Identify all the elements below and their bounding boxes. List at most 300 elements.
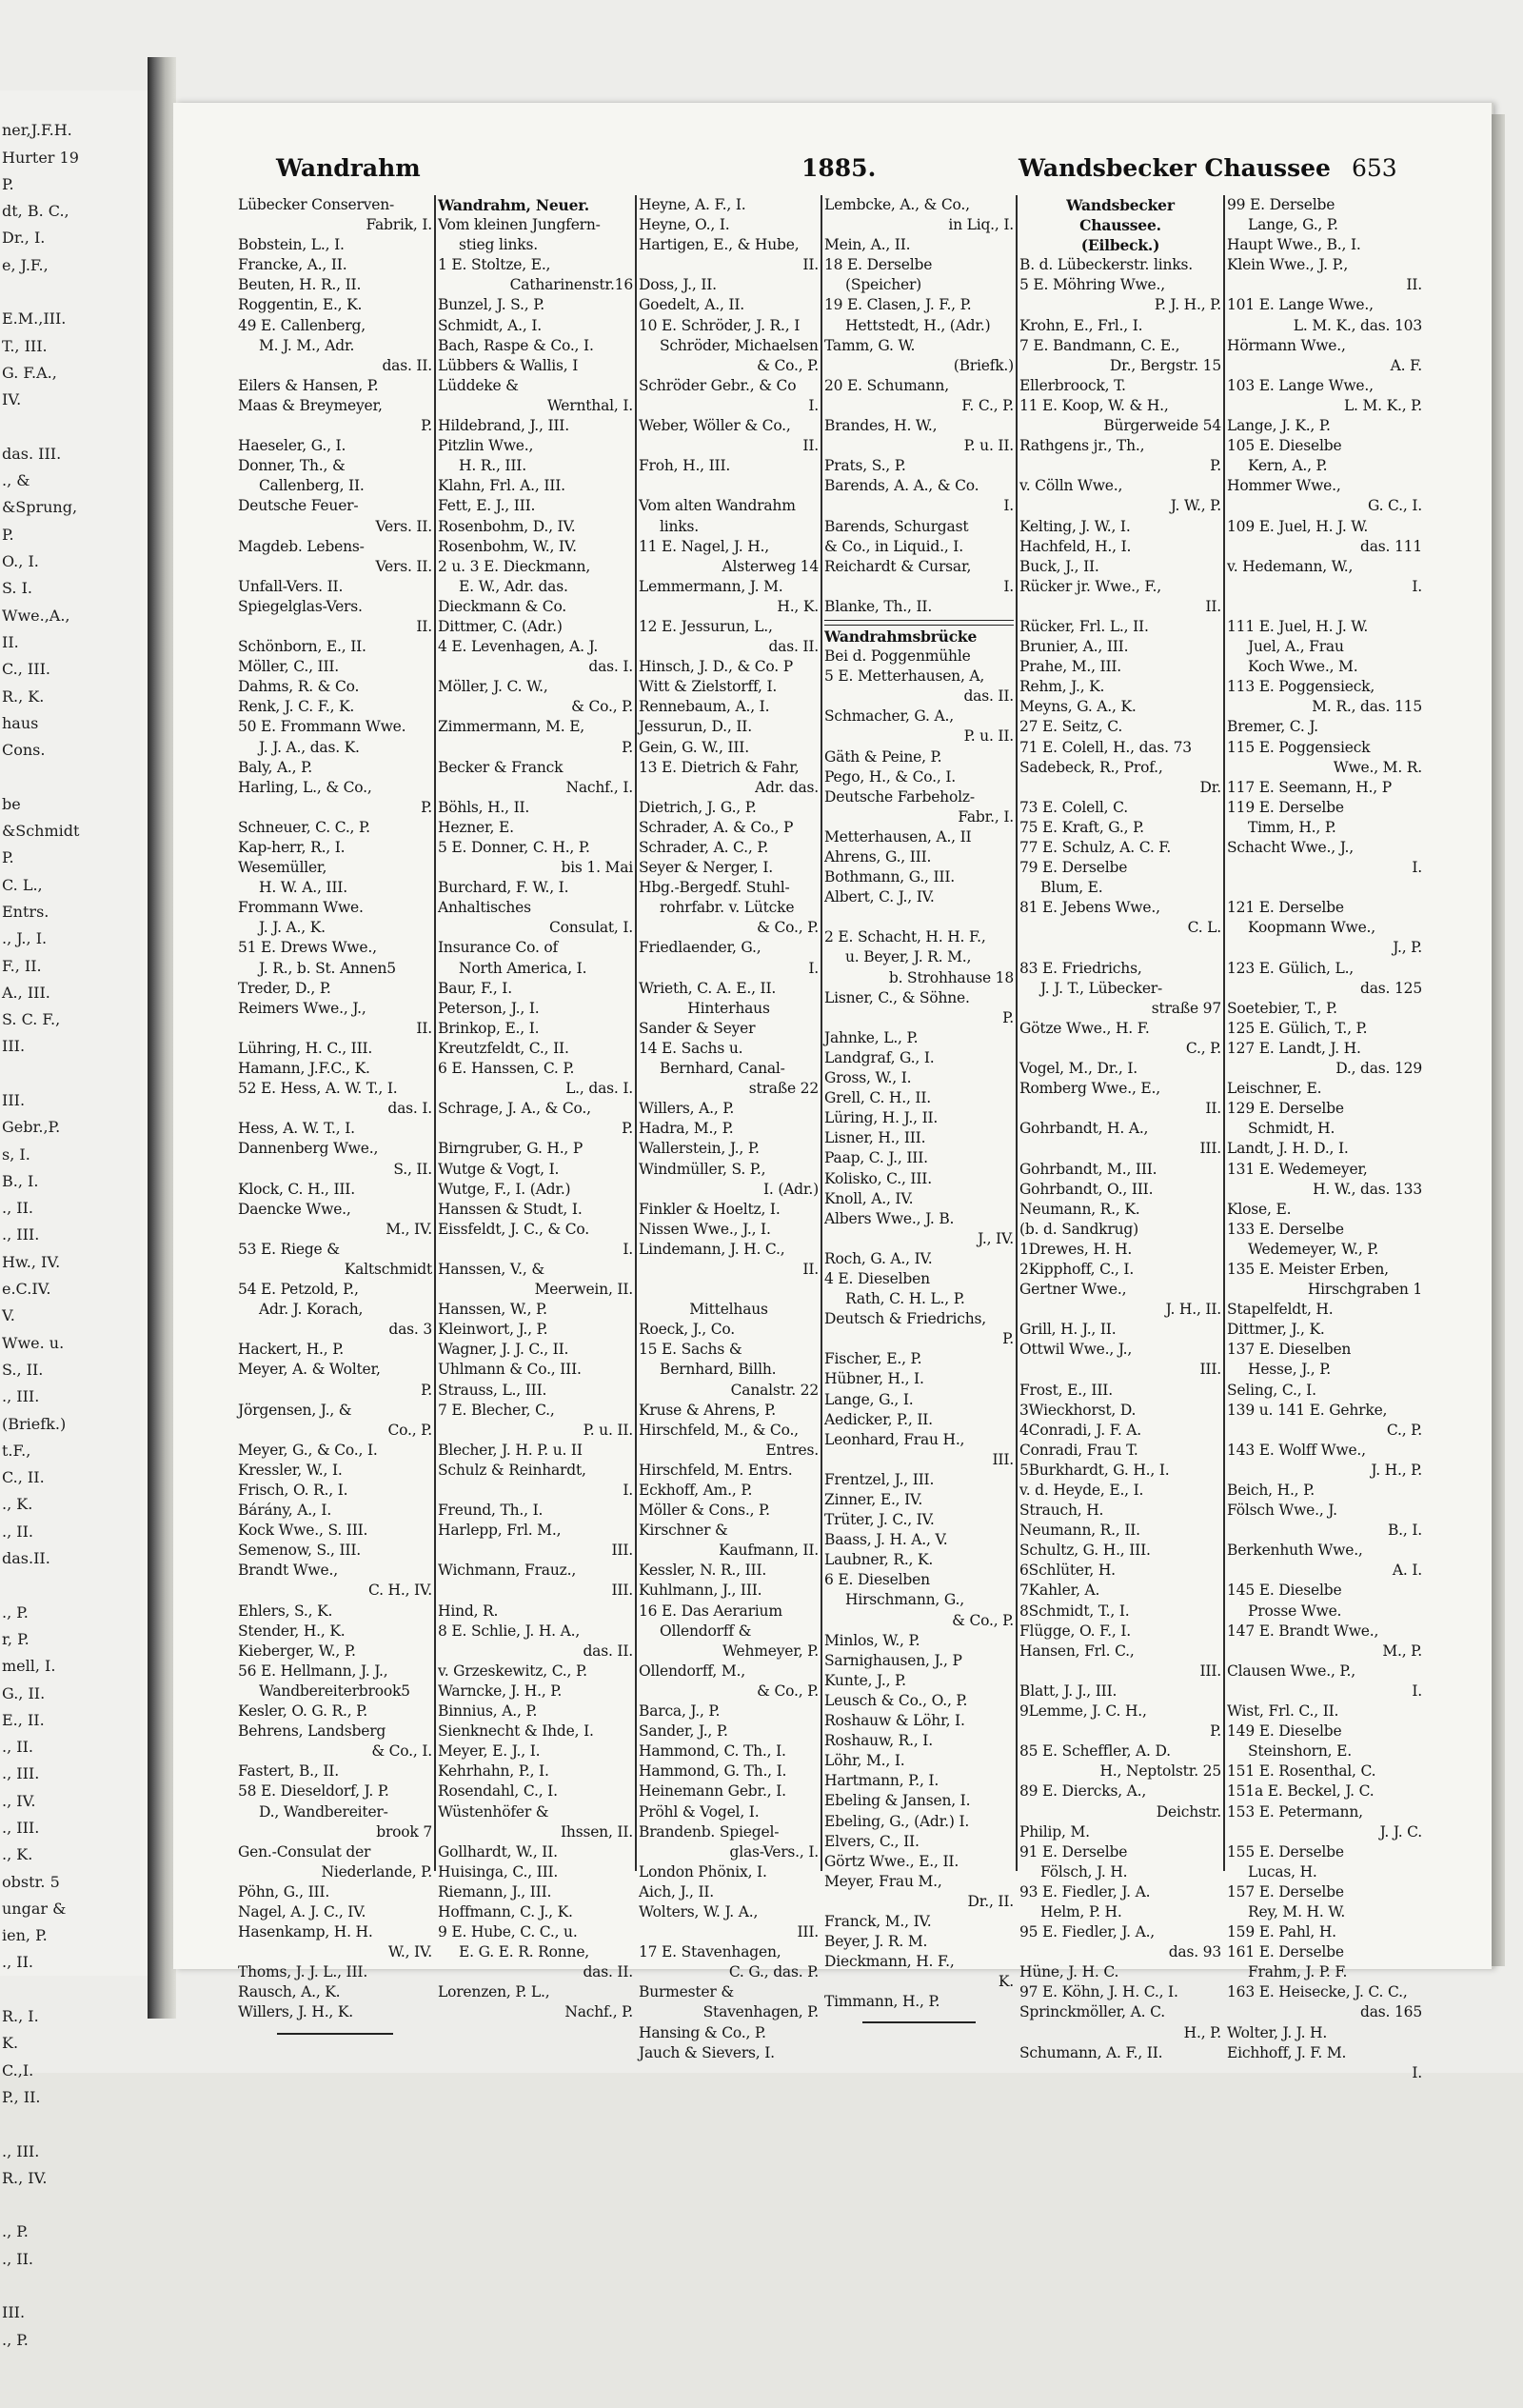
left-page-line: ien, P. bbox=[2, 1926, 48, 1945]
directory-entry: Ollendorff, M., bbox=[639, 1662, 745, 1680]
directory-entry: Seling, C., I. bbox=[1227, 1381, 1316, 1399]
left-page-line: G. F.A., bbox=[2, 363, 57, 382]
directory-entry: Klahn, Frl. A., III. bbox=[438, 477, 565, 495]
directory-entry: 15 E. Sachs & bbox=[639, 1341, 742, 1359]
directory-entry: Lübbers & Wallis, I bbox=[438, 356, 579, 374]
directory-entry: I. bbox=[1412, 1682, 1422, 1700]
directory-entry: Clausen Wwe., P., bbox=[1227, 1662, 1355, 1680]
directory-entry: v. Hedemann, W., bbox=[1227, 557, 1354, 575]
directory-entry: D., das. 129 bbox=[1335, 1060, 1422, 1078]
left-page-line bbox=[0, 414, 148, 441]
directory-entry: straße 22 bbox=[748, 1080, 819, 1098]
directory-entry: Wedemeyer, W., P. bbox=[1248, 1240, 1379, 1258]
directory-entry: Bei d. Poggenmühle bbox=[824, 647, 971, 666]
directory-entry: I. bbox=[1412, 859, 1422, 877]
directory-entry: Fölsch Wwe., J. bbox=[1227, 1502, 1337, 1520]
directory-entry bbox=[1227, 878, 1422, 898]
directory-entry: 53 E. Riege & bbox=[238, 1240, 340, 1258]
directory-entry: das. II. bbox=[768, 638, 819, 656]
directory-entry: Co., P. bbox=[387, 1421, 432, 1439]
directory-entry: Insurance Co. of bbox=[438, 939, 559, 957]
directory-entry: Rücker, Frl. L., II. bbox=[1019, 617, 1149, 635]
directory-entry: 119 E. Derselbe bbox=[1227, 798, 1344, 816]
directory-entry: Frost, E., III. bbox=[1019, 1381, 1113, 1399]
directory-entry: Eilers & Hansen, P. bbox=[238, 376, 379, 394]
directory-entry: Weber, Wöller & Co., bbox=[639, 417, 791, 435]
directory-entry: Kesler, O. G. R., P. bbox=[238, 1702, 367, 1721]
directory-entry: Canalstr. 22 bbox=[730, 1381, 819, 1399]
directory-entry: Fabr., I. bbox=[958, 807, 1014, 826]
directory-entry: 81 E. Jebens Wwe., bbox=[1019, 899, 1160, 917]
directory-entry: Sienknecht & Ihde, I. bbox=[438, 1722, 594, 1741]
directory-entry: Kleinwort, J., P. bbox=[438, 1321, 548, 1339]
directory-entry: 163 E. Heisecke, J. C. C., bbox=[1227, 1983, 1408, 2001]
directory-entry: 75 E. Kraft, G., P. bbox=[1019, 818, 1144, 836]
column-divider bbox=[434, 195, 436, 1871]
directory-entry: brook 7 bbox=[376, 1822, 432, 1841]
directory-entry: Görtz Wwe., E., II. bbox=[824, 1852, 959, 1870]
left-page-line: ., III. bbox=[2, 1764, 40, 1783]
directory-entry: das. II. bbox=[963, 687, 1014, 706]
directory-entry: & Co., in Liquid., I. bbox=[824, 537, 963, 555]
directory-entry: 2Kipphoff, C., I. bbox=[1019, 1260, 1135, 1278]
directory-entry: Leonhard, Frau H., bbox=[824, 1430, 965, 1448]
left-page-line: Gebr.,P. bbox=[2, 1118, 61, 1137]
directory-entry: Strauch, H. bbox=[1019, 1502, 1104, 1520]
directory-entry: Brandt Wwe., bbox=[238, 1562, 338, 1580]
directory-entry: 52 E. Hess, A. W. T., I. bbox=[238, 1080, 398, 1098]
directory-entry: 5Burkhardt, G. H., I. bbox=[1019, 1461, 1170, 1479]
directory-entry: 131 E. Wedemeyer, bbox=[1227, 1160, 1368, 1178]
directory-entry: Hartmann, P., I. bbox=[824, 1772, 940, 1790]
left-page-line: ., IV. bbox=[2, 1791, 36, 1810]
left-page-line: R., IV. bbox=[2, 2168, 48, 2187]
directory-entry: Jauch & Sievers, I. bbox=[639, 2043, 775, 2061]
directory-entry: Gohrbandt, O., III. bbox=[1019, 1180, 1154, 1198]
directory-entry: 58 E. Dieseldorf, J. P. bbox=[238, 1782, 389, 1801]
left-page-line: III. bbox=[2, 2303, 26, 2322]
directory-entry: Fabrik, I. bbox=[366, 216, 432, 234]
directory-entry: Trüter, J. C., IV. bbox=[824, 1511, 935, 1529]
directory-entry: 129 E. Derselbe bbox=[1227, 1100, 1344, 1118]
directory-entry: 7Kahler, A. bbox=[1019, 1582, 1100, 1600]
directory-entry: P. bbox=[1002, 1008, 1014, 1026]
directory-entry: Huisinga, C., III. bbox=[438, 1862, 559, 1881]
directory-entry: Meyer, A. & Wolter, bbox=[238, 1361, 381, 1379]
directory-entry: 109 E. Juel, H. J. W. bbox=[1227, 517, 1369, 535]
directory-entry: P. J. H., P. bbox=[1154, 296, 1221, 314]
page-edge bbox=[1492, 114, 1505, 1966]
directory-entry: 91 E. Derselbe bbox=[1019, 1842, 1128, 1861]
directory-entry: I. bbox=[1412, 577, 1422, 595]
directory-entry: Mein, A., II. bbox=[824, 236, 911, 254]
directory-entry: I. bbox=[808, 959, 819, 977]
directory-entry: 6 E. Dieselben bbox=[824, 1571, 930, 1589]
directory-entry: Wesemüller, bbox=[238, 859, 327, 877]
directory-entry: Buck, J., II. bbox=[1019, 557, 1099, 575]
directory-entry: Heyne, A. F., I. bbox=[639, 196, 746, 213]
directory-entry: Lüring, H. J., II. bbox=[824, 1109, 939, 1127]
directory-entry: Romberg Wwe., E., bbox=[1019, 1080, 1160, 1098]
directory-entry: Hamann, J.F.C., K. bbox=[238, 1060, 370, 1078]
left-page-line: ., P. bbox=[2, 2330, 29, 2349]
directory-entry: Hasenkamp, H. H. bbox=[238, 1923, 373, 1941]
directory-entry: P. bbox=[1210, 457, 1221, 475]
directory-entry: 9Lemme, J. C. H., bbox=[1019, 1702, 1147, 1721]
directory-entry: II. bbox=[416, 1019, 432, 1037]
left-page-line bbox=[0, 2111, 148, 2138]
directory-entry: Lübecker Conserven- bbox=[238, 196, 395, 213]
directory-entry: Bach, Raspe & Co., I. bbox=[438, 336, 594, 354]
directory-entry: Semenow, S., III. bbox=[238, 1542, 362, 1560]
left-page-line: e, J.F., bbox=[2, 255, 49, 274]
directory-entry: 49 E. Callenberg, bbox=[238, 316, 366, 334]
directory-entry: Spiegelglas-Vers. bbox=[238, 597, 363, 615]
directory-entry: M. R., das. 115 bbox=[1312, 698, 1422, 716]
left-page-line: K. bbox=[2, 2034, 19, 2053]
directory-entry: Vom alten Wandrahm bbox=[639, 497, 796, 515]
directory-entry: Adr. das. bbox=[755, 778, 819, 796]
directory-entry: Hammond, G. Th., I. bbox=[639, 1762, 787, 1781]
directory-entry: J. W., P. bbox=[1170, 497, 1221, 515]
directory-entry: Böhls, H., II. bbox=[438, 798, 530, 816]
directory-entry: 16 E. Das Aerarium bbox=[639, 1602, 782, 1620]
directory-entry: Hbg.-Bergedf. Stuhl- bbox=[639, 879, 790, 897]
directory-entry: 149 E. Dieselbe bbox=[1227, 1722, 1342, 1741]
directory-entry: 153 E. Petermann, bbox=[1227, 1802, 1363, 1821]
directory-entry: glas-Vers., I. bbox=[729, 1842, 819, 1861]
left-page-line: P., II. bbox=[2, 2087, 41, 2106]
directory-entry: Philip, M. bbox=[1019, 1822, 1090, 1841]
directory-entry: Vers. II. bbox=[375, 517, 432, 535]
directory-entry: 10 E. Schröder, J. R., I bbox=[639, 316, 801, 334]
directory-entry: III. bbox=[797, 1923, 819, 1941]
directory-entry: Froh, H., III. bbox=[639, 457, 731, 475]
directory-entry: Windmüller, S. P., bbox=[639, 1160, 766, 1178]
column-divider bbox=[635, 195, 637, 1871]
left-page-line: ., & bbox=[2, 471, 30, 490]
directory-entry: Mittelhaus bbox=[689, 1301, 768, 1319]
directory-entry: Timm, H., P. bbox=[1248, 818, 1336, 836]
directory-entry: Hansing & Co., P. bbox=[639, 2023, 766, 2041]
directory-entry: 3Wieckhorst, D. bbox=[1019, 1401, 1137, 1419]
directory-entry: 51 E. Drews Wwe., bbox=[238, 939, 377, 957]
left-page-line: ., II. bbox=[2, 1522, 33, 1541]
directory-entry bbox=[238, 2023, 432, 2043]
directory-entry: K. bbox=[998, 1973, 1014, 1991]
left-page-line: ., P. bbox=[2, 2222, 29, 2241]
directory-entry: Adr. J. Korach, bbox=[259, 1301, 364, 1319]
directory-entry: I. bbox=[623, 1240, 633, 1258]
directory-entry: Schrader, A. C., P. bbox=[639, 839, 769, 856]
directory-entry: Peterson, J., I. bbox=[438, 999, 540, 1017]
directory-entry: Aich, J., II. bbox=[639, 1882, 715, 1901]
directory-entry: 99 E. Derselbe bbox=[1227, 196, 1335, 213]
directory-entry: Pröhl & Vogel, I. bbox=[639, 1802, 760, 1821]
directory-entry: Paap, C. J., III. bbox=[824, 1149, 928, 1167]
directory-entry: straße 97 bbox=[1151, 999, 1221, 1017]
header-year: 1885. bbox=[801, 154, 877, 182]
directory-entry: 7 E. Blecher, C., bbox=[438, 1401, 555, 1419]
directory-entry: Beich, H., P. bbox=[1227, 1482, 1315, 1499]
directory-entry: Schumann, A. F., II. bbox=[1019, 2043, 1163, 2061]
directory-entry: Hirschmann, G., bbox=[845, 1591, 964, 1609]
left-page-line: ., K. bbox=[2, 1495, 33, 1514]
directory-entry: Minlos, W., P. bbox=[824, 1631, 920, 1649]
directory-entry: Alsterweg 14 bbox=[722, 557, 819, 575]
directory-entry: Schrage, J. A., & Co., bbox=[438, 1100, 591, 1118]
directory-entry: Hanssen, W., P. bbox=[438, 1301, 547, 1319]
column-5 bbox=[1019, 195, 1221, 2061]
directory-entry: 89 E. Diercks, A., bbox=[1019, 1782, 1147, 1801]
directory-entry: Sadebeck, R., Prof., bbox=[1019, 758, 1163, 776]
directory-entry: Frahm, J. P. F. bbox=[1248, 1963, 1348, 1981]
directory-entry: & Co., P. bbox=[952, 1611, 1014, 1629]
directory-entry: Prats, S., P. bbox=[824, 457, 906, 475]
directory-entry: (Speicher) bbox=[845, 276, 922, 294]
directory-entry: Stavenhagen, P. bbox=[702, 2003, 819, 2021]
directory-entry: Finkler & Hoeltz, I. bbox=[639, 1200, 781, 1218]
directory-entry: A. I. bbox=[1392, 1562, 1422, 1580]
directory-entry: 97 E. Köhn, J. H. C., I. bbox=[1019, 1983, 1178, 2001]
directory-entry: Jessurun, D., II. bbox=[639, 718, 752, 736]
directory-entry: Hind, R. bbox=[438, 1602, 499, 1620]
directory-entry: Sander, J., P. bbox=[639, 1722, 728, 1741]
directory-entry: Reichardt & Cursar, bbox=[824, 557, 972, 575]
directory-entry: Hanssen, V., & bbox=[438, 1260, 544, 1278]
directory-entry: Stender, H., K. bbox=[238, 1622, 346, 1640]
directory-entry: C. H., IV. bbox=[368, 1582, 432, 1600]
directory-entry: Rey, M. H. W. bbox=[1248, 1902, 1346, 1920]
directory-entry: III. bbox=[1199, 1662, 1221, 1680]
directory-entry: Hesse, J., P. bbox=[1248, 1361, 1332, 1379]
directory-entry: Götze Wwe., H. F. bbox=[1019, 1019, 1150, 1037]
directory-entry: Möller & Cons., P. bbox=[639, 1502, 770, 1520]
directory-entry: Gein, G. W., III. bbox=[639, 738, 749, 756]
directory-entry: Nagel, A. J. C., IV. bbox=[238, 1902, 366, 1920]
column-divider bbox=[1223, 195, 1225, 1871]
directory-entry: Rosendahl, C., I. bbox=[438, 1782, 558, 1801]
directory-entry: 11 E. Nagel, J. H., bbox=[639, 537, 769, 555]
directory-entry: D., Wandbereiter- bbox=[259, 1802, 388, 1821]
directory-entry: C. G., das. P. bbox=[728, 1963, 819, 1981]
directory-entry: das. 165 bbox=[1360, 2003, 1422, 2021]
directory-entry: Friedlaender, G., bbox=[639, 939, 762, 957]
directory-entry: Kunte, J., P. bbox=[824, 1671, 906, 1689]
directory-entry: H. R., III. bbox=[459, 457, 526, 475]
directory-entry: das. I. bbox=[387, 1100, 432, 1118]
directory-entry: 127 E. Landt, J. H. bbox=[1227, 1039, 1361, 1057]
directory-entry: 85 E. Scheffler, A. D. bbox=[1019, 1742, 1171, 1761]
directory-entry: J. J. A., das. K. bbox=[259, 738, 360, 756]
directory-entry: Gross, W., I. bbox=[824, 1069, 912, 1087]
directory-entry: 13 E. Dietrich & Fahr, bbox=[639, 758, 800, 776]
directory-entry: Baly, A., P. bbox=[238, 758, 312, 776]
directory-entry: P. u. II. bbox=[583, 1421, 633, 1439]
directory-entry: Kruse & Ahrens, P. bbox=[639, 1401, 776, 1419]
directory-entry: Hartigen, E., & Hube, bbox=[639, 236, 800, 254]
directory-entry: H., Neptolstr. 25 bbox=[1099, 1762, 1221, 1781]
directory-entry: 9 E. Hube, C. C., u. bbox=[438, 1923, 578, 1941]
directory-entry: 79 E. Derselbe bbox=[1019, 859, 1128, 877]
directory-entry: b. Strohhause 18 bbox=[888, 968, 1014, 986]
directory-entry: Zimmermann, M. E, bbox=[438, 718, 585, 736]
directory-entry: u. Beyer, J. R. M., bbox=[845, 948, 972, 966]
directory-entry: I. bbox=[1003, 577, 1014, 595]
directory-entry: Kehrhahn, P., I. bbox=[438, 1762, 549, 1781]
directory-entry: Hinsch, J. D., & Co. P bbox=[639, 658, 793, 676]
directory-entry: Prosse Wwe. bbox=[1248, 1602, 1342, 1620]
directory-entry: Fischer, E., P. bbox=[824, 1350, 922, 1368]
directory-entry: Meerwein, II. bbox=[534, 1281, 633, 1299]
directory-entry: Doss, J., II. bbox=[639, 276, 717, 294]
directory-entry: Rosenbohm, D., IV. bbox=[438, 517, 576, 535]
directory-entry: Hezner, E. bbox=[438, 818, 514, 836]
directory-entry: Behrens, Landsberg bbox=[238, 1722, 386, 1741]
directory-entry: Steinshorn, E. bbox=[1248, 1742, 1352, 1761]
directory-entry: 20 E. Schumann, bbox=[824, 376, 949, 394]
directory-entry: Lange, G., P. bbox=[1248, 216, 1338, 234]
directory-entry: Meyer, Frau M., bbox=[824, 1872, 942, 1890]
directory-entry: Renk, J. C. F., K. bbox=[238, 698, 355, 716]
directory-entry: Haeseler, G., I. bbox=[238, 437, 346, 455]
directory-entry: Meyer, G., & Co., I. bbox=[238, 1441, 378, 1459]
page-header bbox=[276, 154, 1399, 192]
directory-entry: III. bbox=[1199, 1140, 1221, 1158]
directory-entry: Hanssen & Studt, I. bbox=[438, 1200, 583, 1218]
directory-entry: 105 E. Dieselbe bbox=[1227, 437, 1342, 455]
directory-entry: Krohn, E., Frl., I. bbox=[1019, 316, 1143, 334]
directory-entry: P. u. II. bbox=[963, 727, 1014, 746]
directory-entry: & Co., P. bbox=[757, 919, 819, 937]
directory-entry: Wandrahm, Neuer. bbox=[438, 196, 589, 214]
directory-entry: Knoll, A., IV. bbox=[824, 1189, 914, 1207]
directory-entry: B., I. bbox=[1387, 1522, 1422, 1540]
page-number: 653 bbox=[1352, 154, 1397, 182]
directory-entry: B. d. Lübeckerstr. links. bbox=[1019, 256, 1193, 274]
directory-entry: Willers, J. H., K. bbox=[238, 2003, 353, 2021]
directory-entry: C., P. bbox=[1185, 1039, 1221, 1057]
directory-entry: das. 125 bbox=[1360, 979, 1422, 997]
directory-entry: Berkenhuth Wwe., bbox=[1227, 1542, 1363, 1560]
directory-entry: 5 E. Donner, C. H., P. bbox=[438, 839, 590, 856]
directory-entry: Entres. bbox=[765, 1441, 819, 1459]
directory-entry: 6 E. Hanssen, C. P. bbox=[438, 1060, 575, 1078]
directory-entry: Dr., II. bbox=[967, 1892, 1014, 1910]
left-page-line: ., III. bbox=[2, 2141, 40, 2160]
directory-entry: 2 E. Schacht, H. H. F., bbox=[824, 928, 986, 946]
left-page-line: B., I. bbox=[2, 1171, 39, 1190]
directory-entry: Schultz, G. H., III. bbox=[1019, 1542, 1151, 1560]
directory-entry bbox=[1227, 597, 1422, 617]
left-page-line: ., P. bbox=[2, 1602, 29, 1622]
directory-entry: 5 E. Metterhausen, A, bbox=[824, 667, 985, 686]
directory-entry: 115 E. Poggensieck bbox=[1227, 738, 1371, 756]
directory-entry: Treder, D., P. bbox=[238, 979, 331, 997]
directory-entry: Lucas, H. bbox=[1248, 1862, 1317, 1881]
directory-entry: Lembcke, A., & Co., bbox=[824, 196, 970, 213]
directory-entry: Pöhn, G., III. bbox=[238, 1882, 330, 1901]
directory-entry: Wolters, W. J. A., bbox=[639, 1902, 759, 1920]
directory-entry: 4Conradi, J. F. A. bbox=[1019, 1421, 1141, 1439]
directory-entry: H., K. bbox=[777, 597, 819, 615]
directory-entry: Bernhard, Billh. bbox=[660, 1361, 777, 1379]
directory-entry: Bunzel, J. S., P. bbox=[438, 296, 545, 314]
left-page-line: IV. bbox=[2, 390, 22, 409]
directory-entry: Dahms, R. & Co. bbox=[238, 678, 360, 696]
left-page-line: ungar & bbox=[2, 1899, 67, 1918]
left-page-line: S., II. bbox=[2, 1360, 44, 1379]
directory-entry: Lühring, H. C., III. bbox=[238, 1039, 373, 1057]
directory-entry: 139 u. 141 E. Gehrke, bbox=[1227, 1401, 1388, 1419]
directory-entry: III. bbox=[611, 1582, 633, 1600]
directory-entry: Warncke, J. H., P. bbox=[438, 1682, 563, 1700]
directory-entry: Burmester & bbox=[639, 1983, 734, 2001]
left-page-line bbox=[0, 90, 148, 117]
left-page-line: Entrs. bbox=[2, 902, 49, 921]
directory-entry: H., P. bbox=[1183, 2023, 1221, 2041]
directory-entry: Kaltschmidt bbox=[344, 1260, 432, 1278]
directory-entry: Birngruber, G. H., P bbox=[438, 1140, 583, 1158]
directory-entry: Deutsche Feuer- bbox=[238, 497, 359, 515]
directory-entry: H. W., das. 133 bbox=[1313, 1180, 1422, 1198]
left-page-line: mell, I. bbox=[2, 1657, 56, 1676]
directory-entry: Franck, M., IV. bbox=[824, 1912, 932, 1930]
directory-entry: Timmann, H., P. bbox=[824, 1993, 940, 2011]
directory-entry: Koch Wwe., M. bbox=[1248, 658, 1358, 676]
directory-entry: I. bbox=[1003, 497, 1014, 515]
directory-entry: Schröder Gebr., & Co bbox=[639, 376, 797, 394]
directory-entry: Burchard, F. W., I. bbox=[438, 879, 569, 897]
left-page-line bbox=[0, 2192, 148, 2219]
left-page-line: ., II. bbox=[2, 1738, 33, 1757]
directory-entry: Rath, C. H. L., P. bbox=[845, 1290, 965, 1308]
directory-entry: Ehlers, S., K. bbox=[238, 1602, 333, 1620]
directory-entry: (b. d. Sandkrug) bbox=[1019, 1220, 1138, 1238]
directory-entry: Lisner, C., & Söhne. bbox=[824, 988, 970, 1006]
directory-entry: Catharinenstr.16 bbox=[509, 276, 633, 294]
directory-entry: 4 E. Dieselben bbox=[824, 1269, 930, 1287]
directory-entry: H. W. A., III. bbox=[259, 879, 347, 897]
directory-entry: 93 E. Fiedler, J. A. bbox=[1019, 1882, 1151, 1901]
directory-entry: Flügge, O. F., I. bbox=[1019, 1622, 1131, 1640]
directory-entry: Juel, A., Frau bbox=[1248, 638, 1344, 656]
left-page-line: S. C. F., bbox=[2, 1010, 61, 1029]
directory-entry: Frommann Wwe. bbox=[238, 899, 364, 917]
directory-entry: III. bbox=[992, 1450, 1014, 1468]
left-page-line: (Briefk.) bbox=[2, 1414, 67, 1433]
directory-entry: Frentzel, J., III. bbox=[824, 1470, 935, 1488]
directory-entry: Hirschfeld, M. Entrs. bbox=[639, 1461, 793, 1479]
directory-entry: 50 E. Frommann Wwe. bbox=[238, 718, 406, 736]
directory-entry: P. bbox=[622, 738, 633, 756]
directory-entry bbox=[639, 1280, 819, 1300]
left-page-line bbox=[0, 764, 148, 790]
left-page-line: Hurter 19 bbox=[2, 148, 79, 167]
directory-entry: Seyer & Nerger, I. bbox=[639, 859, 774, 877]
directory-entry: Leischner, E. bbox=[1227, 1080, 1322, 1098]
directory-entry: Lüddeke & bbox=[438, 376, 519, 394]
directory-entry: Nissen Wwe., J., I. bbox=[639, 1220, 771, 1238]
directory-entry: Rehm, J., K. bbox=[1019, 678, 1105, 696]
header-street-right: Wandsbecker Chaussee bbox=[1019, 154, 1331, 182]
directory-entry: Sarnighausen, J., P bbox=[824, 1651, 962, 1669]
directory-entry: Wehmeyer, P. bbox=[722, 1642, 819, 1660]
left-page-line: C., III. bbox=[2, 660, 50, 679]
directory-entry: 117 E. Seemann, H., P bbox=[1227, 778, 1392, 796]
directory-entry: W., IV. bbox=[387, 1943, 432, 1961]
directory-entry: M., P. bbox=[1382, 1642, 1422, 1660]
